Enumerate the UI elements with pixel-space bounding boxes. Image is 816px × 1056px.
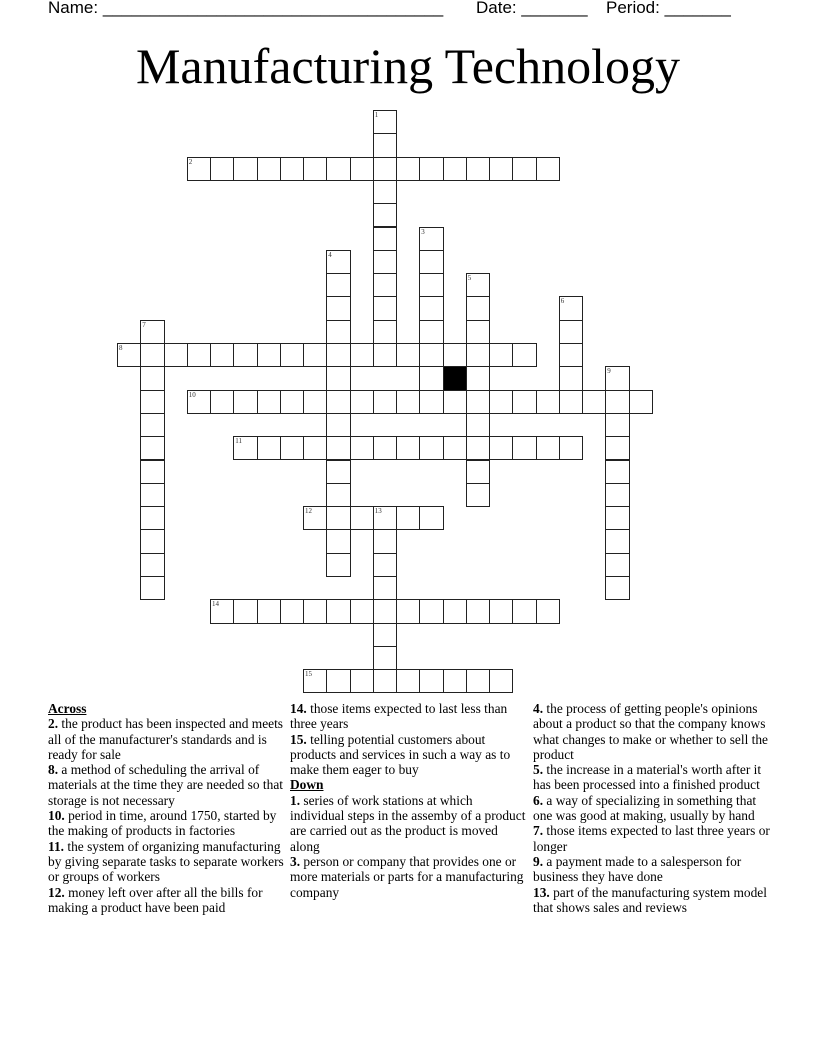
clue-number: 8. (48, 762, 59, 778)
crossword-cell[interactable] (489, 390, 513, 414)
clue-number: 14. (290, 701, 307, 716)
date-blank[interactable]: _______ (521, 0, 588, 17)
across-clue (48, 762, 288, 808)
crossword-cell[interactable] (419, 227, 443, 251)
crossword-cell[interactable] (536, 436, 560, 460)
crossword-cell[interactable] (419, 366, 443, 390)
clue-number: 9. (533, 853, 544, 869)
cell-number: 1 (374, 111, 379, 119)
period-field[interactable] (606, 0, 731, 18)
crossword-cell[interactable] (466, 343, 490, 367)
crossword-cell[interactable] (140, 553, 164, 577)
crossword-cell[interactable] (373, 646, 397, 670)
crossword-cell[interactable] (466, 390, 490, 414)
clue-text: a payment made to a salesperson for business they have done (533, 853, 742, 885)
crossword-cell[interactable] (117, 343, 141, 367)
crossword-cell[interactable] (140, 343, 164, 367)
crossword-cell[interactable] (233, 343, 257, 367)
crossword-cell[interactable] (605, 436, 629, 460)
crossword-cell[interactable] (140, 529, 164, 553)
date-label: Date: (476, 0, 517, 17)
clue-number: 13. (533, 884, 550, 900)
clue-text: the process of getting people's opinions about a product so that the company knows what changes to make or whether to sell the product (533, 701, 769, 762)
crossword-cell[interactable] (466, 157, 490, 181)
crossword-cell[interactable] (373, 669, 397, 693)
crossword-cell[interactable] (326, 157, 350, 181)
crossword-cell[interactable] (373, 110, 397, 134)
across-clue (290, 701, 530, 732)
crossword-cell[interactable] (326, 343, 350, 367)
crossword-cell[interactable] (512, 157, 536, 181)
down-clue (533, 885, 773, 916)
period-blank[interactable]: _______ (664, 0, 731, 17)
across-clue (48, 716, 288, 762)
crossword-cell[interactable] (489, 436, 513, 460)
crossword-cell[interactable] (419, 320, 443, 344)
crossword-cell[interactable] (233, 436, 257, 460)
crossword-cell[interactable] (187, 343, 211, 367)
crossword-cell[interactable] (257, 390, 281, 414)
down-heading: Down (290, 777, 324, 793)
crossword-cell[interactable] (396, 599, 420, 623)
crossword-cell[interactable] (512, 390, 536, 414)
crossword-cell[interactable] (373, 529, 397, 553)
cell-number: 10 (188, 390, 196, 399)
crossword-cell[interactable] (466, 413, 490, 437)
crossword-cell[interactable] (512, 343, 536, 367)
clue-text: a method of scheduling the arrival of materials at the time they are needed so that storage is not necessary (48, 762, 283, 808)
crossword-cell[interactable] (140, 413, 164, 437)
clue-text: the increase in a material's worth after it has been processed into a finished product (533, 762, 762, 793)
crossword-cell[interactable] (373, 157, 397, 181)
crossword-cell[interactable] (303, 599, 327, 623)
clue-number: 7. (533, 823, 544, 839)
crossword-cell[interactable] (257, 157, 281, 181)
crossword-cell[interactable] (466, 436, 490, 460)
crossword-cell[interactable] (373, 273, 397, 297)
crossword-cell[interactable] (443, 669, 467, 693)
crossword-cell[interactable] (559, 366, 583, 390)
crossword-cell[interactable] (466, 599, 490, 623)
crossword-cell[interactable] (326, 250, 350, 274)
clue-number: 2. (48, 716, 59, 732)
clue-text: part of the manufacturing system model that shows sales and reviews (533, 884, 767, 915)
cell-number: 2 (188, 157, 193, 166)
crossword-cell[interactable] (187, 157, 211, 181)
clue-number: 4. (533, 701, 544, 716)
crossword-cell[interactable] (396, 669, 420, 693)
crossword-cell[interactable] (373, 250, 397, 274)
cell-number: 5 (467, 274, 472, 283)
crossword-cell[interactable] (373, 133, 397, 157)
down-clue (290, 793, 530, 854)
crossword-cell[interactable] (303, 157, 327, 181)
crossword-cell[interactable] (326, 390, 350, 414)
crossword-cell[interactable] (605, 553, 629, 577)
crossword-cell[interactable] (373, 203, 397, 227)
cell-number: 15 (305, 670, 312, 679)
cell-number: 6 (560, 297, 565, 306)
crossword-cell[interactable] (419, 669, 443, 693)
crossword-cell[interactable] (419, 343, 443, 367)
crossword-cell[interactable] (512, 436, 536, 460)
down-clue (290, 854, 530, 900)
crossword-cell[interactable] (443, 390, 467, 414)
cell-number: 13 (374, 507, 382, 516)
down-clue (533, 854, 773, 885)
crossword-cell[interactable] (303, 506, 327, 530)
clue-text: those items expected to last three years or longer (533, 823, 770, 854)
crossword-cell[interactable] (373, 320, 397, 344)
crossword-cell[interactable] (419, 296, 443, 320)
crossword-cell[interactable] (280, 343, 304, 367)
clue-number: 15. (290, 731, 307, 747)
crossword-cell[interactable] (559, 436, 583, 460)
clue-text: series of work stations at which individual steps in the assemby of a product are carried out as the product is moved along (290, 792, 526, 854)
crossword-cell[interactable] (326, 296, 350, 320)
crossword-cell[interactable] (373, 296, 397, 320)
crossword-cell[interactable] (140, 436, 164, 460)
crossword-cell[interactable] (350, 157, 374, 181)
crossword-cell[interactable] (466, 296, 490, 320)
crossword-cell[interactable] (396, 157, 420, 181)
crossword-cell[interactable] (140, 506, 164, 530)
clue-text: period in time, around 1750, started by the making of products in factories (48, 808, 277, 839)
crossword-cell[interactable] (326, 506, 350, 530)
crossword-cell[interactable] (536, 599, 560, 623)
crossword-cell[interactable] (326, 436, 350, 460)
crossword-cell[interactable] (140, 320, 164, 344)
cell-number: 12 (305, 507, 312, 516)
crossword-cell[interactable] (257, 599, 281, 623)
crossword-cell[interactable] (396, 436, 420, 460)
crossword-cell[interactable] (326, 413, 350, 437)
crossword-cell[interactable] (326, 273, 350, 297)
crossword-cell[interactable] (605, 366, 629, 390)
down-clue (533, 823, 773, 854)
crossword-cell[interactable] (233, 390, 257, 414)
crossword-cell[interactable] (489, 599, 513, 623)
crossword-cell[interactable] (326, 553, 350, 577)
crossword-cell[interactable] (326, 366, 350, 390)
crossword-cell[interactable] (396, 390, 420, 414)
down-clue (533, 762, 773, 793)
crossword-cell[interactable] (419, 273, 443, 297)
clue-text: a way of specializing in something that one was good at making, usually by hand (533, 792, 757, 824)
crossword-cell[interactable] (559, 390, 583, 414)
across-clue (48, 885, 288, 916)
crossword-cell[interactable] (350, 669, 374, 693)
crossword-cell[interactable] (326, 460, 350, 484)
name-blank[interactable]: ____________________________________ (102, 0, 444, 17)
across-clue (290, 732, 530, 778)
crossword-cell[interactable] (605, 576, 629, 600)
clue-text: telling potential customers about products and services in such a way as to make them eager to buy (290, 731, 511, 778)
crossword-cell[interactable] (466, 366, 490, 390)
crossword-cell[interactable] (605, 506, 629, 530)
name-label: Name: (48, 0, 99, 17)
crossword-cell[interactable] (326, 669, 350, 693)
crossword-cell[interactable] (373, 599, 397, 623)
crossword-cell[interactable] (419, 436, 443, 460)
crossword-cell[interactable] (326, 483, 350, 507)
crossword-cell[interactable] (280, 157, 304, 181)
crossword-cell[interactable] (419, 506, 443, 530)
date-field[interactable] (476, 0, 588, 18)
name-field[interactable] (48, 0, 443, 18)
crossword-cell[interactable] (303, 390, 327, 414)
crossword-cell[interactable] (582, 390, 606, 414)
clues-column-2 (290, 701, 530, 900)
page-title: Manufacturing Technology (135, 38, 681, 94)
crossword-cell[interactable] (140, 460, 164, 484)
crossword-cell[interactable] (303, 669, 327, 693)
down-clue (533, 701, 773, 762)
clues-column-3 (533, 701, 773, 915)
clue-number: 3. (290, 853, 301, 869)
clue-text: the product has been inspected and meets all of the manufacturer's standards and is ready for sale (48, 716, 284, 762)
crossword-cell[interactable] (443, 343, 467, 367)
crossword-cell[interactable] (210, 599, 234, 623)
crossword-cell[interactable] (280, 390, 304, 414)
crossword-cell[interactable] (489, 343, 513, 367)
crossword-cell[interactable] (443, 157, 467, 181)
crossword-cell[interactable] (350, 599, 374, 623)
crossword-cell[interactable] (373, 506, 397, 530)
crossword-cell[interactable] (605, 460, 629, 484)
crossword-cell[interactable] (164, 343, 188, 367)
crossword-cell[interactable] (512, 599, 536, 623)
crossword-cell[interactable] (373, 436, 397, 460)
crossword-cell[interactable] (443, 599, 467, 623)
crossword-cell[interactable] (559, 320, 583, 344)
across-heading: Across (48, 701, 87, 716)
cell-number: 4 (328, 250, 332, 259)
crossword-cell[interactable] (326, 529, 350, 553)
cell-number: 8 (119, 344, 123, 352)
crossword-cell[interactable] (350, 343, 374, 367)
crossword-cell[interactable] (605, 529, 629, 553)
crossword-cell[interactable] (489, 669, 513, 693)
crossword-cell[interactable] (257, 343, 281, 367)
crossword-cell[interactable] (605, 390, 629, 414)
crossword-cell[interactable] (373, 576, 397, 600)
crossword-cell[interactable] (280, 436, 304, 460)
crossword-cell[interactable] (373, 390, 397, 414)
crossword-cell[interactable] (303, 343, 327, 367)
crossword-cell[interactable] (140, 576, 164, 600)
crossword-cell[interactable] (489, 157, 513, 181)
across-clue (48, 839, 288, 885)
cell-number: 11 (235, 437, 242, 446)
crossword-cell[interactable] (303, 436, 327, 460)
crossword-cell[interactable] (210, 343, 234, 367)
crossword-cell[interactable] (257, 436, 281, 460)
clues-column-1 (48, 701, 288, 915)
crossword-cell[interactable] (396, 506, 420, 530)
crossword-cell[interactable] (536, 390, 560, 414)
crossword-cell[interactable] (350, 436, 374, 460)
clue-text: money left over after all the bills for making a product have been paid (48, 884, 263, 915)
cell-number: 14 (212, 600, 219, 609)
clue-number: 11. (48, 838, 64, 854)
crossword-cell[interactable] (629, 390, 653, 414)
crossword-cell[interactable] (419, 157, 443, 181)
clue-number: 5. (533, 762, 544, 778)
crossword-cell[interactable] (373, 553, 397, 577)
crossword-cell[interactable] (559, 343, 583, 367)
clue-number: 1. (290, 792, 301, 808)
down-clue (533, 793, 773, 824)
crossword-cell[interactable] (140, 366, 164, 390)
crossword-cell[interactable] (466, 320, 490, 344)
cell-number: 3 (421, 227, 425, 236)
cell-number: 7 (142, 320, 146, 329)
crossword-cell[interactable] (140, 390, 164, 414)
crossword-cell[interactable] (419, 390, 443, 414)
crossword-cell[interactable] (396, 343, 420, 367)
period-label: Period: (606, 0, 660, 17)
crossword-cell[interactable] (466, 669, 490, 693)
clue-text: person or company that provides one or more materials or parts for a manufacturing company (290, 853, 524, 900)
crossword-cell[interactable] (559, 296, 583, 320)
crossword-cell[interactable] (210, 157, 234, 181)
crossword-cell[interactable] (536, 157, 560, 181)
crossword-cell[interactable] (210, 390, 234, 414)
clue-text: those items expected to last less than three years (290, 701, 508, 732)
clue-number: 12. (48, 884, 65, 900)
crossword-cell[interactable] (466, 273, 490, 297)
crossword-cell[interactable] (350, 506, 374, 530)
cell-number: 9 (607, 367, 611, 376)
clue-number: 6. (533, 792, 544, 808)
crossword-cell[interactable] (326, 599, 350, 623)
crossword-cell[interactable] (419, 250, 443, 274)
crossword-cell[interactable] (280, 599, 304, 623)
crossword-cell[interactable] (350, 390, 374, 414)
crossword-cell[interactable] (373, 180, 397, 204)
clue-text: the system of organizing manufacturing by giving separate tasks to separate workers or groups of workers (48, 838, 284, 885)
crossword-cell[interactable] (605, 413, 629, 437)
crossword-cell[interactable] (605, 483, 629, 507)
black-cell (443, 366, 467, 390)
crossword-cell[interactable] (466, 460, 490, 484)
crossword-cell[interactable] (373, 227, 397, 251)
clue-number: 10. (48, 808, 65, 824)
crossword-cell[interactable] (233, 599, 257, 623)
crossword-cell[interactable] (187, 390, 211, 414)
crossword-cell[interactable] (373, 623, 397, 647)
crossword-cell[interactable] (326, 320, 350, 344)
crossword-cell[interactable] (140, 483, 164, 507)
crossword-cell[interactable] (233, 157, 257, 181)
crossword-cell[interactable] (466, 483, 490, 507)
crossword-cell[interactable] (419, 599, 443, 623)
crossword-cell[interactable] (443, 436, 467, 460)
across-clue (48, 808, 288, 839)
crossword-cell[interactable] (373, 343, 397, 367)
